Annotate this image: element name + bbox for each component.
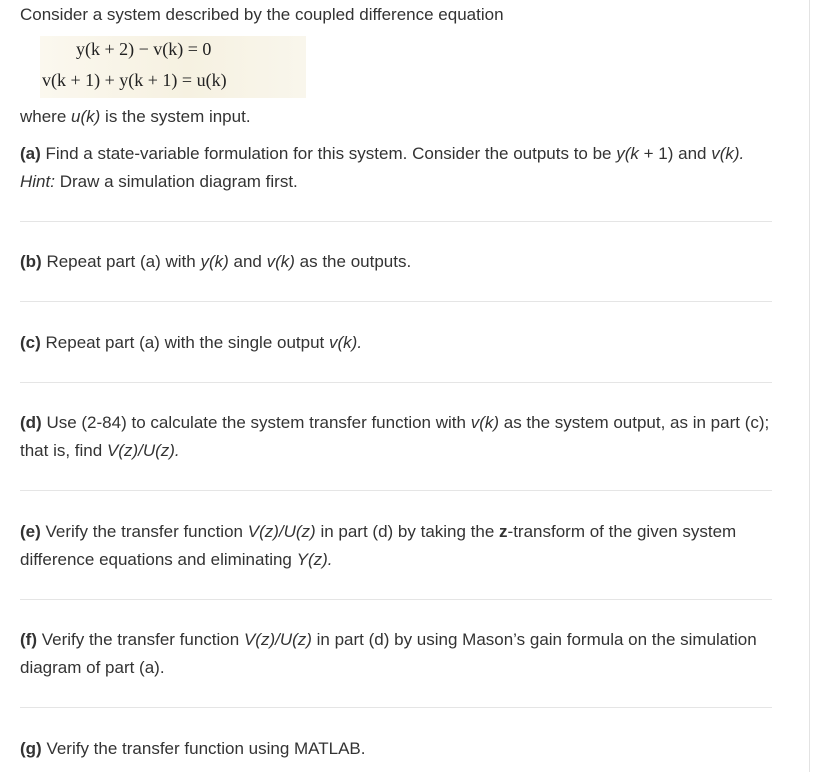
part-f-label: (f) <box>20 630 37 649</box>
part-c: (c) Repeat part (a) with the single output v(k). <box>20 333 363 352</box>
divider <box>20 707 772 708</box>
intro-text: Consider a system described by the coupled difference equation <box>20 5 504 24</box>
divider <box>20 490 772 491</box>
part-e-label: (e) <box>20 522 41 541</box>
divider <box>20 301 772 302</box>
part-d-label: (d) <box>20 413 42 432</box>
part-e: (e) Verify the transfer function V(z)/U(z) in part (d) by taking the z-transform of the given system difference equations and eliminating Y(z). <box>20 522 737 569</box>
part-b-label: (b) <box>20 252 42 271</box>
equation-image <box>40 36 306 98</box>
divider <box>20 599 772 600</box>
part-c-label: (c) <box>20 333 41 352</box>
equation-2: v(k + 1) + y(k + 1) = u(k) <box>42 70 227 90</box>
part-a-label: (a) <box>20 144 41 163</box>
divider <box>20 382 772 383</box>
divider <box>20 221 772 222</box>
input-description: where u(k) is the system input. <box>20 107 251 126</box>
part-f: (f) Verify the transfer function V(z)/U(z) in part (d) by using Mason’s gain formula on the simulation diagram of part (a). <box>20 630 757 677</box>
part-g-label: (g) <box>20 739 42 758</box>
hint-label: Hint: <box>20 172 55 191</box>
equation-1: y(k + 2) − v(k) = 0 <box>76 39 212 59</box>
part-g: (g) Verify the transfer function using MATLAB. <box>20 739 366 758</box>
page-right-border <box>809 0 810 772</box>
part-b: (b) Repeat part (a) with y(k) and v(k) as the outputs. <box>20 252 412 271</box>
part-a: (a) Find a state-variable formulation for this system. Consider the outputs to be y(k + 1) and v(k). Hint: Draw a simulation diagram first. <box>20 144 745 191</box>
part-d: (d) Use (2-84) to calculate the system transfer function with v(k) as the system output, as in part (c); that is, find V(z)/U(z). <box>20 413 770 460</box>
